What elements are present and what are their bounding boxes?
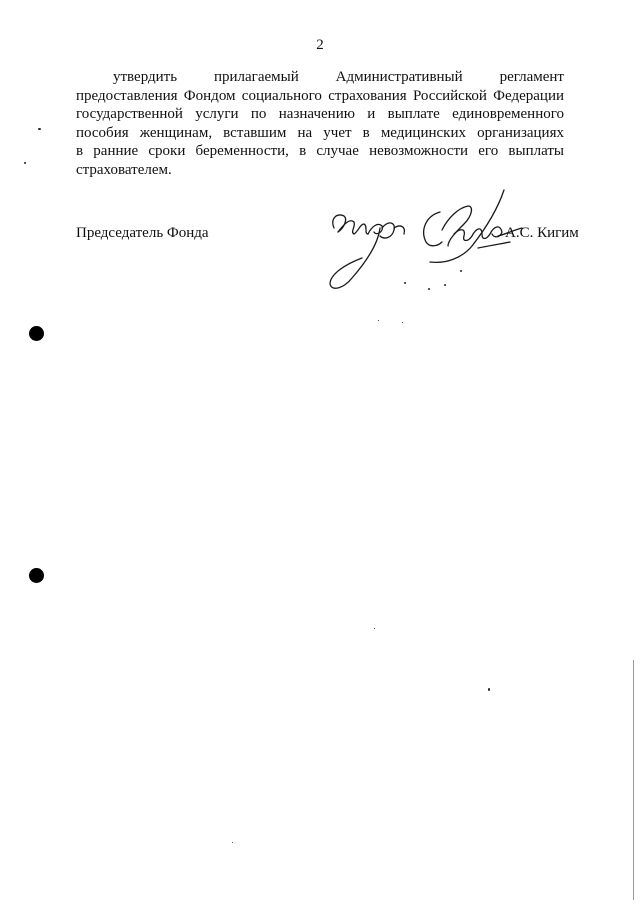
body-line: пособия женщинам, вставшим на учет в медицинских организациях bbox=[76, 124, 564, 141]
body-line: государственной услуги по назначению и выплате единовременного bbox=[76, 106, 564, 123]
body-line: в ранние сроки беременности, в случае невозможности его выплаты bbox=[76, 143, 564, 160]
body-line: предоставления Фондом социального страхования Российской Федерации bbox=[76, 87, 564, 104]
scan-speck bbox=[428, 288, 430, 290]
scan-speck bbox=[24, 162, 26, 164]
scan-speck bbox=[460, 270, 462, 272]
scan-speck bbox=[38, 128, 41, 130]
scan-speck bbox=[402, 322, 403, 323]
scan-speck bbox=[444, 284, 446, 286]
scan-speck bbox=[488, 688, 490, 691]
scan-speck bbox=[374, 628, 375, 629]
signatory-name: А.С. Кигим bbox=[505, 225, 579, 241]
punch-hole-top bbox=[29, 326, 44, 341]
punch-hole-bottom bbox=[29, 568, 44, 583]
handwritten-signature bbox=[322, 188, 532, 294]
scan-speck bbox=[232, 842, 233, 843]
body-line: страхователем. bbox=[76, 161, 172, 178]
body-paragraph bbox=[76, 68, 564, 180]
signatory-title: Председатель Фонда bbox=[76, 225, 209, 241]
scan-speck bbox=[378, 320, 379, 321]
body-line: утвердить прилагаемый Административный регламент bbox=[113, 69, 564, 85]
page-number: 2 bbox=[316, 37, 324, 53]
scan-edge-line bbox=[633, 660, 634, 900]
scan-speck bbox=[404, 282, 406, 284]
